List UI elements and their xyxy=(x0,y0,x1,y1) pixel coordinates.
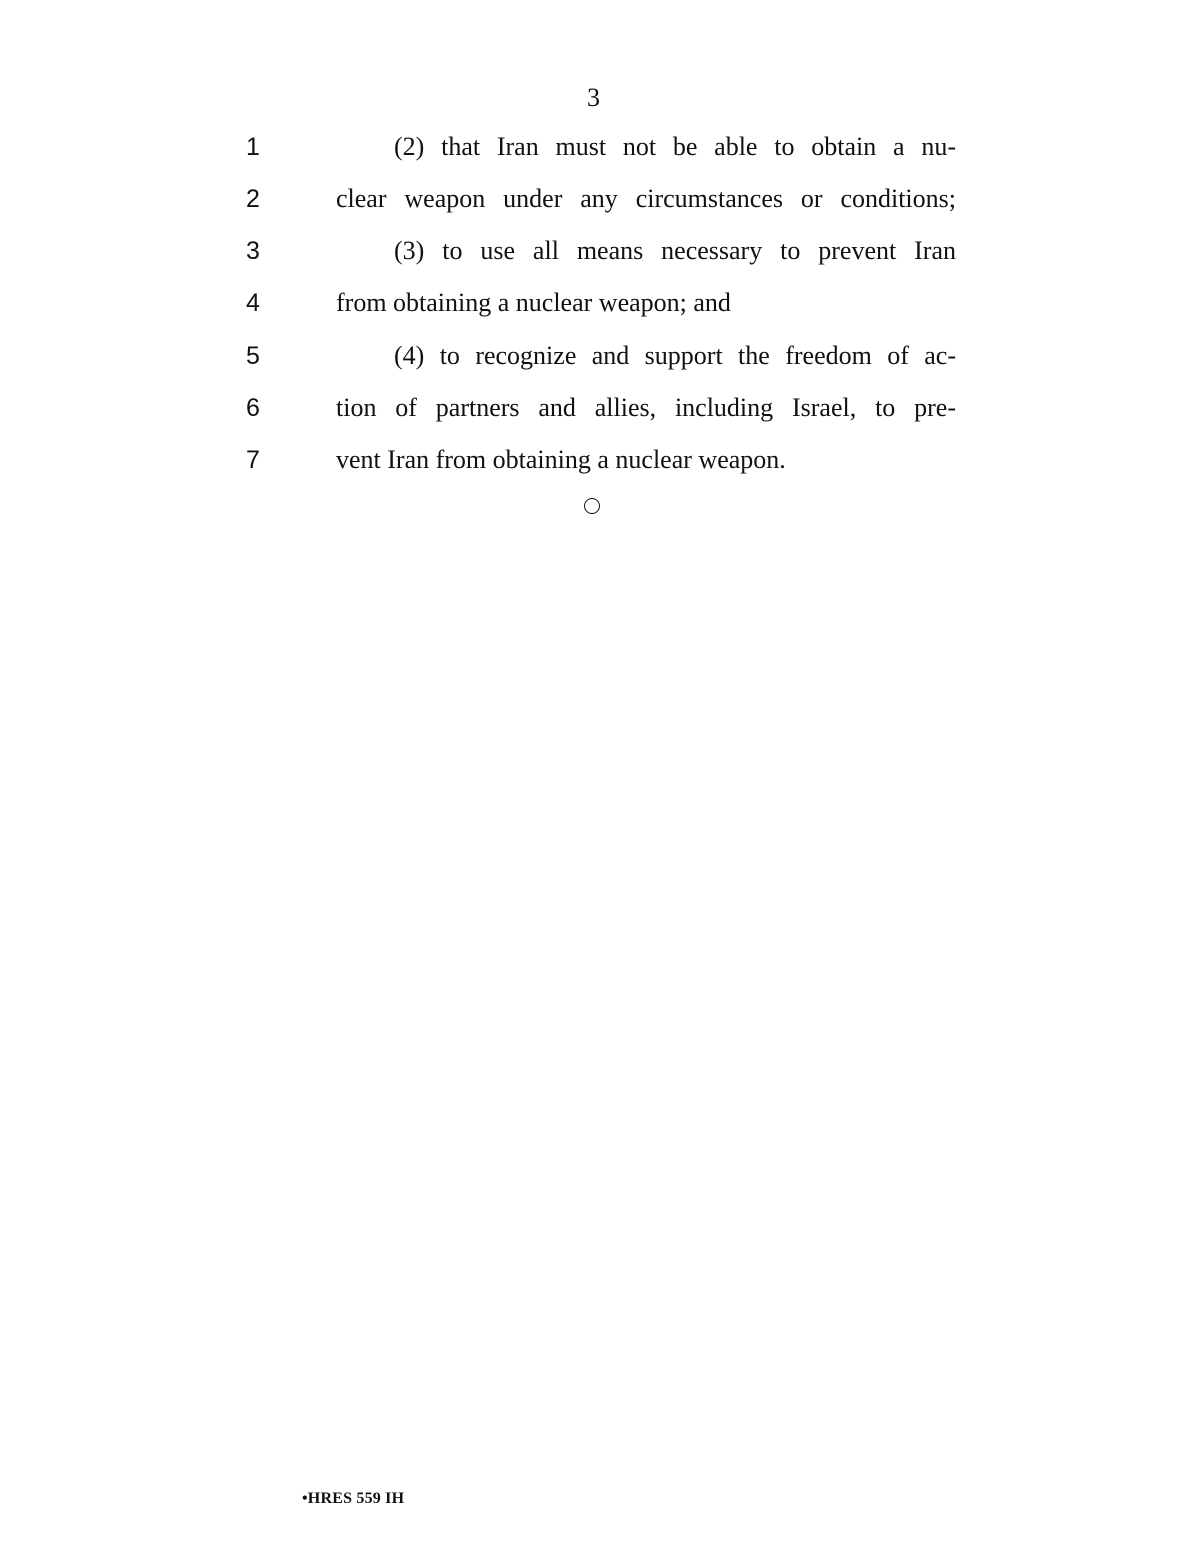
line-number: 6 xyxy=(246,394,260,422)
page-number: 3 xyxy=(587,83,600,112)
line-number: 3 xyxy=(246,237,260,265)
line-number: 2 xyxy=(246,185,260,213)
line-text: from obtaining a nuclear weapon; and xyxy=(336,288,731,317)
document-line xyxy=(0,285,1204,325)
line-text: tion of partners and allies, including Israel, to pre- xyxy=(336,393,956,422)
document-line xyxy=(0,390,1204,430)
line-number: 4 xyxy=(246,289,260,317)
line-text: clear weapon under any circumstances or conditions; xyxy=(336,184,956,213)
line-number: 1 xyxy=(246,133,260,161)
document-identifier: •HRES 559 IH xyxy=(302,1490,405,1507)
document-line xyxy=(0,442,1204,482)
line-number: 5 xyxy=(246,342,260,370)
document-line xyxy=(0,338,1204,378)
document-line xyxy=(0,129,1204,169)
document-line xyxy=(0,233,1204,273)
line-text: (2) that Iran must not be able to obtain a nu- xyxy=(394,132,956,161)
line-text: (3) to use all means necessary to prevent Iran xyxy=(394,236,956,265)
line-text: (4) to recognize and support the freedom of ac- xyxy=(394,341,956,370)
line-number: 7 xyxy=(246,446,260,474)
end-of-document-circle-icon xyxy=(584,498,600,514)
line-text: vent Iran from obtaining a nuclear weapon. xyxy=(336,445,786,474)
document-line xyxy=(0,181,1204,221)
